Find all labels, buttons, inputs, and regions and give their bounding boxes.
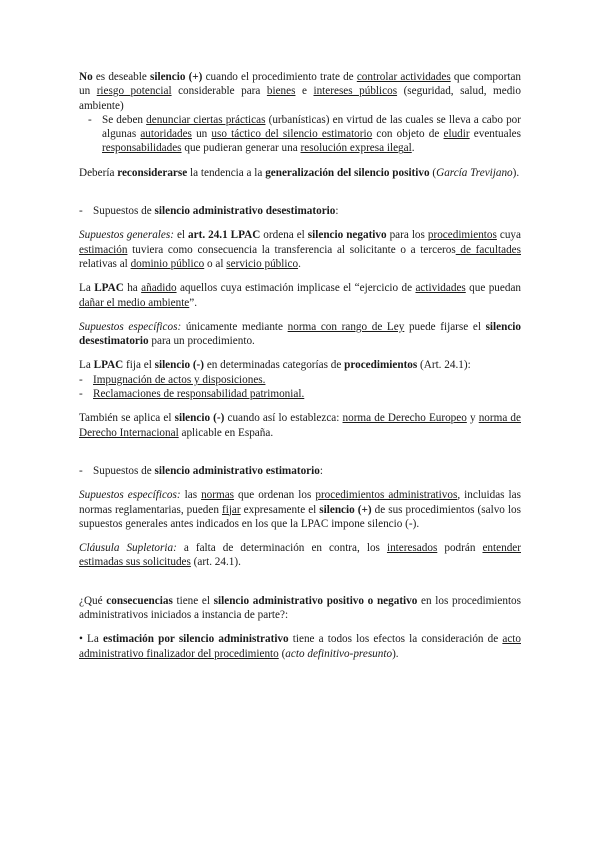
text: puede fijarse el bbox=[404, 320, 486, 333]
bullet-text bbox=[102, 113, 521, 156]
text: actividades bbox=[415, 282, 466, 295]
heading-marker: - bbox=[79, 205, 83, 218]
text: e bbox=[295, 85, 314, 98]
text: de facultades bbox=[455, 243, 521, 256]
text: que comportan un bbox=[79, 71, 521, 98]
text: tuviera como consecuencia la transferencia al solicitante o a terceros bbox=[127, 243, 456, 256]
text: interesados bbox=[386, 542, 438, 555]
list-item-text: Impugnación de actos y disposiciones. bbox=[93, 373, 266, 386]
text: ( bbox=[429, 166, 437, 179]
text: : bbox=[319, 464, 323, 477]
paragraph-reconsiderarse bbox=[79, 166, 521, 180]
text: Debería bbox=[79, 166, 118, 179]
text: de sus procedimientos (salvo los supuestos generales antes indicados en los que la LPAC impone silencio (-). bbox=[79, 503, 521, 530]
text: cuando así lo establezca: bbox=[224, 412, 343, 425]
text: Supuestos de bbox=[93, 464, 155, 477]
text: para un procedimiento. bbox=[148, 335, 255, 348]
text: silencio desestimatorio bbox=[79, 320, 521, 348]
text: silencio (-) bbox=[154, 359, 205, 372]
text: La bbox=[79, 282, 95, 295]
text: (seguridad, salud, medio ambiente) bbox=[79, 85, 521, 112]
text: Supuestos específicos: bbox=[79, 320, 182, 333]
text: aplicable en España. bbox=[178, 426, 274, 439]
paragraph-lpac-anadido bbox=[79, 281, 521, 310]
text: , incluidas las normas reglamentarias, pueden bbox=[79, 489, 521, 516]
list-item bbox=[79, 387, 521, 401]
text: silencio administrativo desestimatorio bbox=[154, 205, 336, 218]
text: con objeto de bbox=[372, 128, 444, 141]
text: Se deben bbox=[102, 113, 147, 126]
bullet-denunciar-practicas bbox=[79, 113, 521, 156]
text: uso táctico del silencio estimatorio bbox=[211, 128, 373, 141]
text: bienes bbox=[266, 85, 296, 98]
text: LPAC bbox=[93, 359, 124, 372]
text: que puedan bbox=[465, 282, 522, 295]
text: Supuestos específicos: bbox=[79, 489, 181, 502]
text: añadido bbox=[141, 282, 177, 295]
text: procedimientos administrativos bbox=[315, 489, 458, 502]
text: únicamente mediante bbox=[181, 320, 288, 333]
text: fija el bbox=[123, 359, 155, 372]
text: Cláusula Supletoria: bbox=[79, 542, 177, 555]
text: acto administrativo finalizador del procedimiento bbox=[79, 633, 521, 660]
text: Supuestos generales: bbox=[79, 229, 174, 242]
text: el bbox=[173, 229, 189, 242]
text: (art. 24.1). bbox=[190, 556, 241, 569]
paragraph-consecuencias-question bbox=[79, 594, 521, 623]
text: tiene a todos los efectos la consideración de bbox=[288, 633, 503, 646]
text: dominio público bbox=[130, 257, 205, 270]
text: acto definitivo-presunto bbox=[285, 647, 393, 660]
text: norma de Derecho Europeo bbox=[342, 412, 467, 425]
text: También se aplica el bbox=[79, 412, 175, 425]
text: consecuencias bbox=[106, 594, 173, 607]
text: . bbox=[411, 142, 415, 155]
text: un bbox=[191, 128, 212, 141]
text: reconsiderarse bbox=[117, 166, 188, 179]
text: • La bbox=[79, 633, 103, 646]
paragraph-lpac-fija bbox=[79, 358, 521, 372]
text: riesgo potencial bbox=[96, 85, 172, 98]
text: intereses públicos bbox=[313, 85, 398, 98]
text: LPAC bbox=[94, 282, 124, 295]
text: relativas al bbox=[79, 257, 131, 270]
text: las bbox=[180, 489, 202, 502]
paragraph-silencio-no-deseable bbox=[79, 70, 521, 113]
text: aquellos cuya estimación implicase el “ejercicio de bbox=[176, 282, 416, 295]
text: ). bbox=[512, 166, 520, 179]
text: autoridades bbox=[140, 128, 192, 141]
text: ”. bbox=[189, 296, 198, 309]
text: en determinadas categorías de bbox=[204, 359, 345, 372]
text: a falta de determinación en contra, los bbox=[176, 542, 387, 555]
text: que pudieran generar una bbox=[181, 142, 301, 155]
text: en los procedimientos administrativos iniciados a instancia de parte?: bbox=[79, 594, 521, 622]
text: podrán bbox=[437, 542, 483, 555]
heading-text bbox=[93, 464, 521, 478]
text: silencio administrativo positivo o negativo bbox=[213, 594, 418, 607]
text: dañar el medio ambiente bbox=[79, 296, 190, 309]
text: tiene el bbox=[172, 594, 214, 607]
text: eventuales bbox=[469, 128, 521, 141]
text: normas bbox=[201, 489, 235, 502]
text: norma de Derecho Internacional bbox=[79, 412, 521, 439]
text: ha bbox=[123, 282, 142, 295]
heading-desestimatorio bbox=[79, 204, 521, 218]
text: (Art. 24.1): bbox=[417, 359, 471, 372]
paragraph-supuestos-generales bbox=[79, 228, 521, 271]
heading-marker: - bbox=[79, 464, 83, 477]
text: La bbox=[79, 359, 94, 372]
text: silencio administrativo estimatorio bbox=[154, 464, 320, 477]
text: para los bbox=[386, 229, 428, 242]
list-marker: - bbox=[79, 373, 83, 386]
text: ). bbox=[392, 647, 399, 660]
text: procedimientos bbox=[427, 229, 497, 242]
text: silencio (-) bbox=[174, 412, 225, 425]
bullet-marker: - bbox=[88, 113, 92, 126]
text: eludir bbox=[443, 128, 470, 141]
text: ( bbox=[278, 647, 286, 660]
heading-text bbox=[93, 204, 521, 218]
paragraph-supuestos-especificos-negativo bbox=[79, 320, 521, 349]
paragraph-estimacion-por-silencio bbox=[79, 632, 521, 661]
text: entender estimadas sus solicitudes bbox=[79, 542, 521, 569]
text: ¿Qué bbox=[79, 594, 107, 607]
text: que ordenan los bbox=[234, 489, 316, 502]
text: norma con rango de Ley bbox=[287, 320, 405, 333]
list-item-text: Reclamaciones de responsabilidad patrimonial. bbox=[93, 388, 305, 401]
text: controlar actividades bbox=[356, 71, 451, 83]
text: expresamente el bbox=[240, 503, 320, 516]
text: silencio (+) bbox=[150, 71, 203, 83]
text: denunciar ciertas prácticas bbox=[146, 113, 266, 126]
text: cuya bbox=[496, 229, 521, 242]
text: y bbox=[466, 412, 479, 425]
text: : bbox=[335, 205, 339, 218]
text: o al bbox=[204, 257, 227, 270]
document-page bbox=[79, 70, 521, 661]
text: art. 24.1 LPAC bbox=[188, 229, 261, 242]
text: estimación bbox=[79, 243, 128, 256]
paragraph-clausula-supletoria bbox=[79, 541, 521, 570]
text: responsabilidades bbox=[102, 142, 182, 155]
text: fijar bbox=[221, 503, 241, 516]
text: Supuestos de bbox=[93, 205, 155, 218]
text: es deseable bbox=[92, 71, 150, 83]
text: (urbanísticas) en virtud de las cuales se lleva a cabo por algunas bbox=[102, 113, 521, 141]
list-item bbox=[79, 373, 521, 387]
text: ordena el bbox=[260, 229, 308, 242]
text: considerable para bbox=[171, 85, 267, 98]
text: No bbox=[79, 71, 93, 83]
list-marker: - bbox=[79, 388, 83, 401]
text: . bbox=[298, 257, 301, 270]
text: servicio público bbox=[226, 257, 299, 270]
text: García Trevijano bbox=[436, 166, 513, 179]
text: estimación por silencio administrativo bbox=[103, 633, 289, 646]
text: generalización del silencio positivo bbox=[265, 166, 430, 179]
text: silencio negativo bbox=[307, 229, 387, 242]
paragraph-tambien-se-aplica bbox=[79, 411, 521, 440]
text: procedimientos bbox=[344, 359, 418, 372]
paragraph-supuestos-especificos-positivo bbox=[79, 488, 521, 531]
heading-estimatorio bbox=[79, 464, 521, 478]
text: la tendencia a la bbox=[187, 166, 266, 179]
text: silencio (+) bbox=[319, 503, 372, 516]
text: cuando el procedimiento trate de bbox=[202, 71, 357, 83]
text: resolución expresa ilegal bbox=[300, 142, 412, 155]
